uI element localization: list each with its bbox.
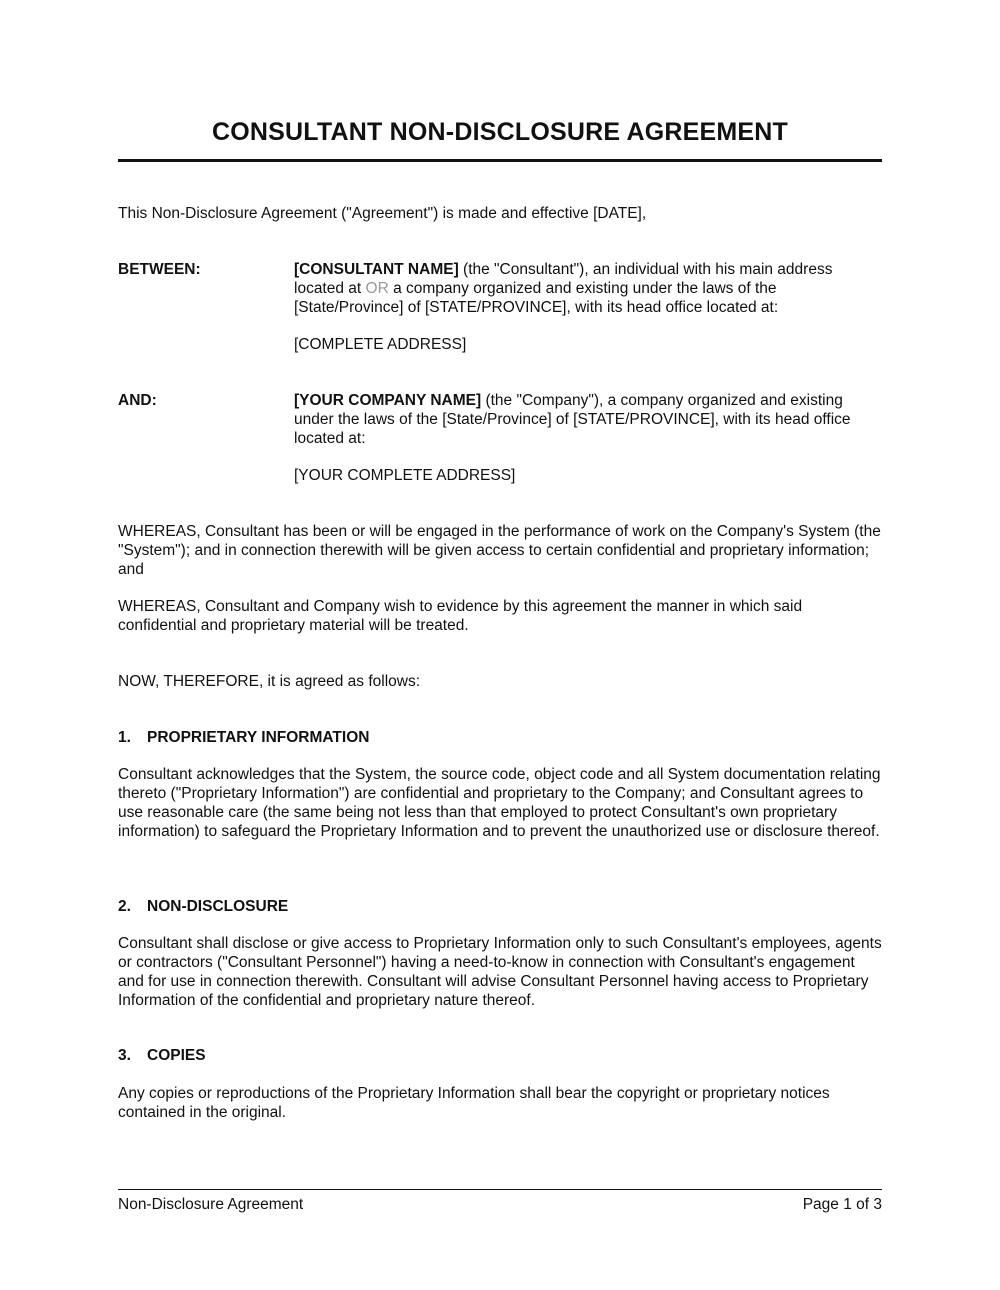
between-text-b: a company organized and existing under the laws of the [State/Province] of [STATE/PROVINCE], with its head office located at: — [294, 280, 779, 316]
section-title: NON-DISCLOSURE — [147, 898, 289, 915]
whereas-paragraph-2: WHEREAS, Consultant and Company wish to evidence by this agreement the manner in which said confidential and proprietary material will be treated. — [118, 598, 803, 634]
footer-divider — [118, 1189, 882, 1190]
and-label: AND: — [118, 392, 157, 409]
section-number: 2. — [118, 898, 131, 915]
between-text-a: (the "Consultant"), an individual with his main address located at — [294, 261, 833, 297]
or-option: OR — [365, 280, 389, 297]
whereas-paragraph-1: WHEREAS, Consultant has been or will be engaged in the performance of work on the Company's System (the "System"); and in connection therewith will be given access to certain confidential and proprietary information; and — [118, 523, 881, 578]
intro-paragraph: This Non-Disclosure Agreement ("Agreement") is made and effective [DATE], — [118, 205, 647, 222]
footer-page-number: Page 1 of 3 — [802, 1196, 882, 1213]
company-name-placeholder: [YOUR COMPANY NAME] — [294, 392, 482, 409]
section-number: 3. — [118, 1047, 131, 1064]
section-title: COPIES — [147, 1047, 206, 1064]
title-divider — [118, 159, 882, 162]
section-body: Any copies or reproductions of the Proprietary Information shall bear the copyright or proprietary notices contained in the original. — [118, 1085, 830, 1121]
between-label: BETWEEN: — [118, 261, 201, 278]
consultant-name-placeholder: [CONSULTANT NAME] — [294, 261, 459, 278]
footer-document-name: Non-Disclosure Agreement — [118, 1196, 304, 1213]
and-party-text — [294, 391, 884, 448]
section-heading — [118, 728, 369, 747]
section-heading — [118, 897, 288, 916]
section-body: Consultant acknowledges that the System, the source code, object code and all System documentation relating thereto ("Proprietary Information") are confidential and proprietary to the Company; and Consultant agrees to use reasonable care (the same being not less than that employed to protect Consultant's own proprietary information) to safeguard the Proprietary Information and to prevent the unauthorized use or disclosure thereof. — [118, 766, 881, 840]
section-number: 1. — [118, 729, 131, 746]
now-therefore-paragraph: NOW, THEREFORE, it is agreed as follows: — [118, 673, 421, 690]
company-address-placeholder: [YOUR COMPLETE ADDRESS] — [294, 467, 516, 484]
section-heading — [118, 1046, 206, 1065]
between-party-text — [294, 260, 884, 317]
and-text: (the "Company"), a company organized and existing under the laws of the [State/Province] of [STATE/PROVINCE], with its head office located at: — [294, 392, 851, 447]
consultant-address-placeholder: [COMPLETE ADDRESS] — [294, 336, 467, 353]
section-body: Consultant shall disclose or give access to Proprietary Information only to such Consultant's employees, agents or contractors ("Consultant Personnel") having a need-to-know in connection with Consultant's engagement and for use in connection therewith. Consultant will advise Consultant Personnel having access to Proprietary Information of the confidential and proprietary nature thereof. — [118, 935, 882, 1009]
section-title: PROPRIETARY INFORMATION — [147, 729, 370, 746]
document-title: CONSULTANT NON-DISCLOSURE AGREEMENT — [212, 118, 788, 146]
